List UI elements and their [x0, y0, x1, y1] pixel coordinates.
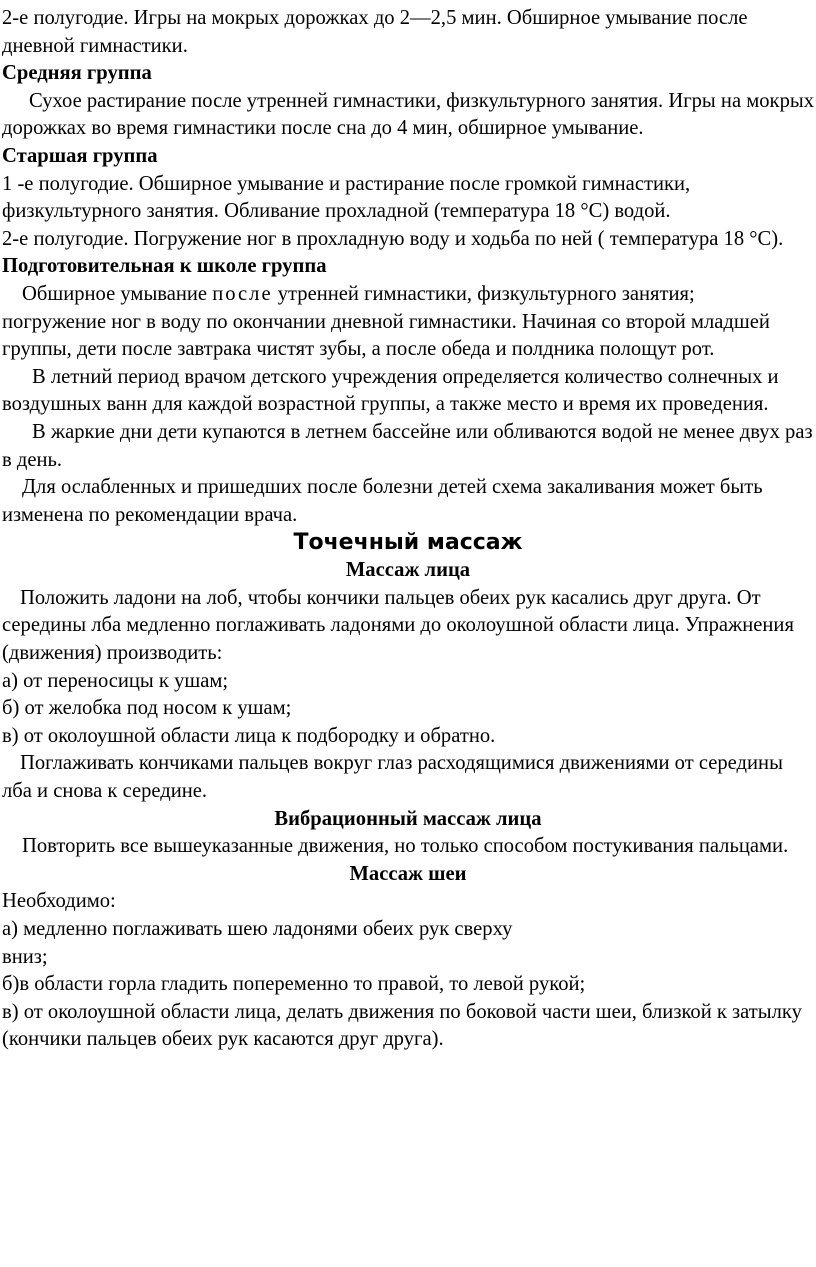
paragraph-preparatory-washing [2, 281, 814, 309]
paragraph-summer-period: В летний период врачом детского учреждения определяется количество солнечных и воздушных ванн для каждой возрастной группы, а также место и время их проведения. [2, 365, 779, 416]
list-item-b: б) от желобка под носом к ушам; [2, 697, 292, 720]
heading-middle-group: Средняя группа [2, 62, 152, 85]
paragraph-face-massage-intro: Положить ладони на лоб, чтобы кончики пальцев обеих рук касались друг друга. От середины лба медленно поглаживать ладонями до околоушной области лица. Упражнения (движения) производить: [2, 586, 794, 665]
list-item-a: а) от переносицы к ушам; [2, 669, 229, 692]
paragraph-hot-days: В жаркие дни дети купаются в летнем бассейне или обливаются водой не менее двух раз в день. [2, 420, 813, 471]
paragraph-necessary: Необходимо: [2, 890, 116, 913]
heading-preparatory-group: Подготовительная к школе группа [2, 255, 327, 278]
paragraph-eye-stroking: Поглаживать кончиками пальцев вокруг глаз расходящимися движениями от середины лба и снова к середине. [2, 752, 783, 803]
text-spaced-after: после [212, 282, 273, 305]
heading-face-massage: Массаж лица [345, 559, 471, 582]
list-item-neck-c: в) от околоушной области лица, делать движения по боковой части шеи, близкой к затылку (кончики пальцев обеих рук касаются друг друга). [2, 1000, 802, 1051]
heading-point-massage: Точечный массаж [293, 530, 523, 556]
list-item-neck-b: б)в области горла гладить попеременно то правой, то левой рукой; [2, 973, 586, 996]
paragraph-half-year-2-junior: 2-е полугодие. Игры на мокрых дорожках до 2—2,5 мин. Обширное умывание после дневной гимнастики. [2, 7, 748, 57]
text-washing-start: Обширное умывание [22, 282, 213, 305]
heading-senior-group: Старшая группа [2, 144, 158, 167]
list-item-neck-a: а) медленно поглаживать шею ладонями обеих рук сверху [2, 918, 513, 940]
heading-vibration-massage: Вибрационный массаж лица [274, 807, 542, 830]
list-item-neck-a-cont: вниз; [2, 945, 48, 968]
heading-neck-massage: Массаж шеи [349, 862, 467, 885]
text-washing-end: утренней гимнастики, физкультурного занятия; [272, 282, 695, 305]
list-item-c: в) от околоушной области лица к подбородку и обратно. [2, 724, 496, 747]
paragraph-middle-group: Сухое растирание после утренней гимнастики, физкультурного занятия. Игры на мокрых дорожках во время гимнастики после сна до 4 мин, обширное умывание. [2, 89, 814, 140]
paragraph-senior-half-2: 2-е полугодие. Погружение ног в прохладную воду и ходьба по ней ( температура 18 °С). [2, 227, 784, 250]
paragraph-weakened-children: Для ослабленных и пришедших после болезни детей схема закаливания может быть изменена по рекомендации врача. [2, 476, 763, 526]
paragraph-feet-immersion: погружение ног в воду по окончании дневной гимнастики. Начиная со второй младшей группы, дети после завтрака чистят зубы, а после обеда и полдника полощут рот. [2, 310, 770, 361]
paragraph-senior-half-1: 1 -е полугодие. Обширное умывание и растирание после громкой гимнастики, физкультурного занятия. Обливание прохладной (температура 18 °С) водой. [2, 172, 691, 223]
paragraph-vibration: Повторить все вышеуказанные движения, но только способом постукивания пальцами. [22, 835, 789, 858]
